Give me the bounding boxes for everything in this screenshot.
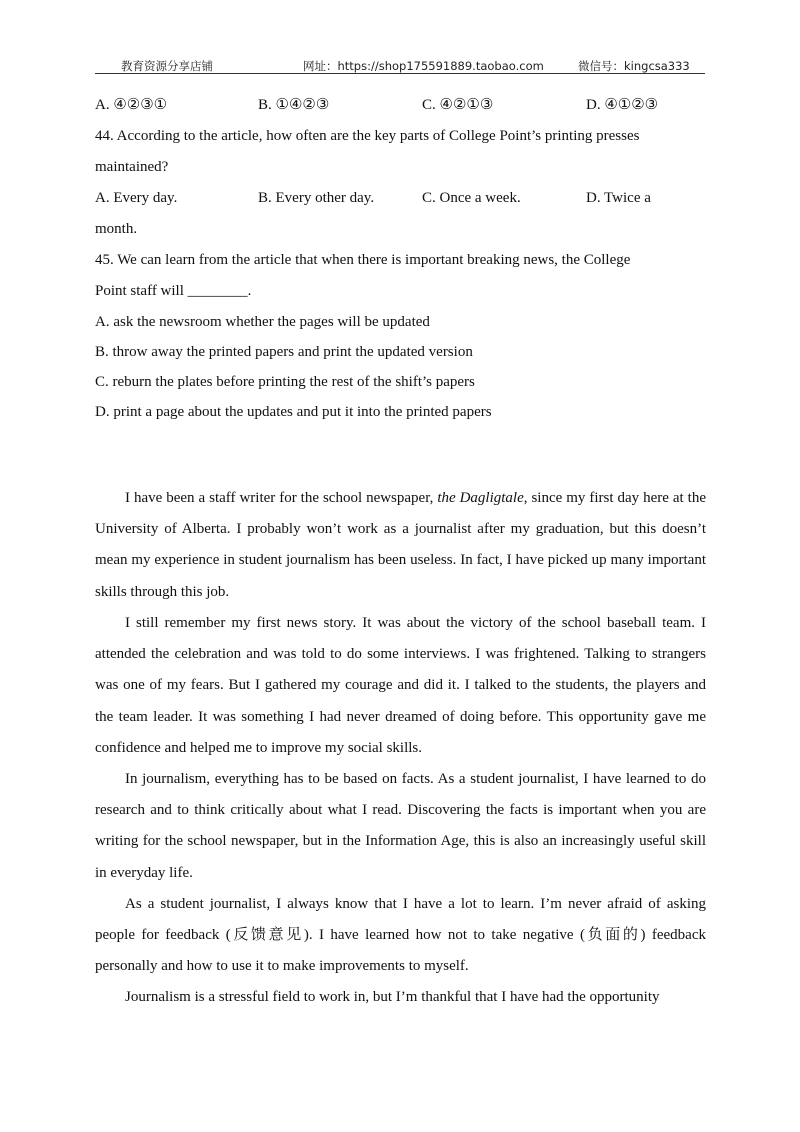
q44-option-d-continued: month. <box>95 221 138 237</box>
passage-paragraph-1 <box>95 483 706 608</box>
q43-option-c: C. ④②①③ <box>422 97 494 113</box>
passage-paragraph-5: Journalism is a stressful field to work in, but I’m thankful that I have had the opportunity <box>125 989 660 1005</box>
q44-option-c: C. Once a week. <box>422 190 521 206</box>
q43-option-b: B. ①④②③ <box>258 97 330 113</box>
q43-option-a: A. ④②③① <box>95 97 168 113</box>
q44-option-b: B. Every other day. <box>258 190 375 206</box>
q45-option-c: C. reburn the plates before printing the rest of the shift’s papers <box>95 374 475 390</box>
q45-option-a: A. ask the newsroom whether the pages will be updated <box>95 314 430 330</box>
q45-option-b: B. throw away the printed papers and print the updated version <box>95 344 473 360</box>
q45-stem-line2: Point staff will ________. <box>95 283 252 299</box>
passage-paragraph-3: In journalism, everything has to be based on facts. As a student journalist, I have learned to do research and to think critically about what I read. Discovering the facts is important when you are writing for the school newspaper, but in the Information Age, this is also an increasingly useful skill in everyday life. <box>95 771 706 881</box>
header-divider <box>95 73 705 74</box>
q44-stem-line2: maintained? <box>95 159 169 175</box>
q45-option-d: D. print a page about the updates and put it into the printed papers <box>95 404 492 420</box>
passage-paragraph-4: As a student journalist, I always know that I have a lot to learn. I’m never afraid of asking people for feedback (反馈意见). I have learned how not to take negative (负面的) feedback personally and how to use it to make improvements to myself. <box>95 896 706 975</box>
q44-option-d: D. Twice a <box>586 190 651 206</box>
newspaper-title: the Dagligtale <box>437 490 524 506</box>
p1-text-after: , since my first day here at the University of Alberta. I probably won’t work as a journalist after my graduation, but this doesn’t mean my experience in student journalism has been useless. In fact, I have picked up many important skills through this job. <box>95 490 706 600</box>
header-wechat: 微信号：kingcsa333 <box>578 59 690 73</box>
header-website: 网址：https://shop175591889.taobao.com <box>303 59 544 73</box>
header-shop-name: 教育资源分享店铺 <box>121 59 213 73</box>
p1-text-before: I have been a staff writer for the school newspaper, <box>125 490 438 506</box>
passage-paragraph-2: I still remember my first news story. It was about the victory of the school baseball team. I attended the celebration and was told to do some interviews. I was frightened. Talking to strangers was one of my fears. But I gathered my courage and did it. I talked to the students, the players and the team leader. It was something I had never dreamed of doing before. This opportunity gave me confidence and helped me to improve my social skills. <box>95 615 706 756</box>
q44-option-a: A. Every day. <box>95 190 178 206</box>
q43-option-d: D. ④①②③ <box>586 97 659 113</box>
q44-stem-line1: 44. According to the article, how often are the key parts of College Point’s printing presses <box>95 128 640 144</box>
q45-stem-line1: 45. We can learn from the article that when there is important breaking news, the College <box>95 252 631 268</box>
